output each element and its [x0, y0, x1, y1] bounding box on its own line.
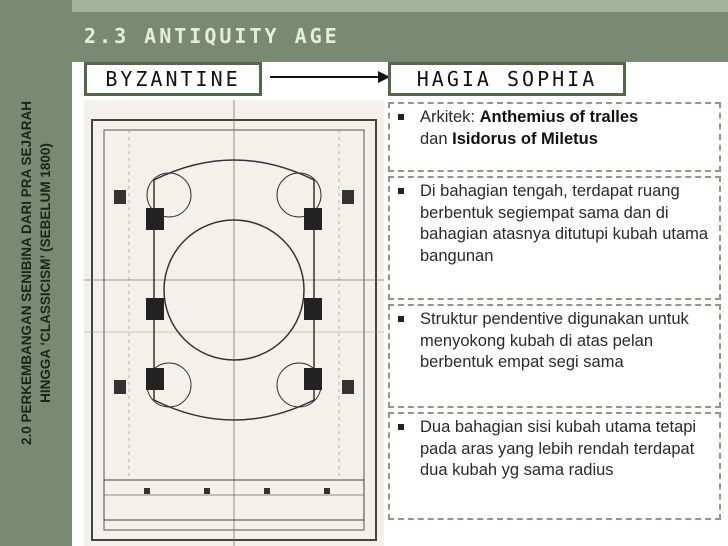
bullet-box-4: [388, 412, 721, 520]
bullet-square-icon: [398, 188, 404, 194]
vertical-title-line1: 2.0 PERKEMBANGAN SENIBINA DARI PRA SEJARAH: [19, 100, 34, 446]
bullet-text-2: Di bahagian tengah, terdapat ruang berbentuk segiempat sama dan di bahagian atasnya ditutupi kubah utama bangunan: [420, 182, 709, 265]
bullet-square-icon: [398, 424, 404, 430]
arrow-line: [270, 76, 380, 78]
floor-plan-image: [84, 100, 384, 546]
byzantine-label: BYZANTINE: [84, 62, 262, 96]
bullet-text-1: Arkitek: Anthemius of tralles dan Isidorus of Miletus: [420, 108, 639, 148]
section-title: 2.3 ANTIQUITY AGE: [84, 24, 340, 48]
bullet-square-icon: [398, 316, 404, 322]
bullet-text-4: Dua bahagian sisi kubah utama tetapi pada aras yang lebih rendah terdapat dua kubah yg sama radius: [420, 418, 697, 479]
vertical-title-line2: HINGGA ‘CLASSICISM’ (SEBELUM 1800): [38, 143, 53, 403]
bullet-box-3: [388, 304, 721, 408]
bullet-box-1: [388, 102, 721, 172]
vertical-title: [17, 0, 55, 546]
bullet-box-2: [388, 176, 721, 300]
sidebar: [0, 0, 72, 546]
bullet-text-3: Struktur pendentive digunakan untuk menyokong kubah di atas pelan berbentuk empat segi sama: [420, 310, 689, 371]
bullet-square-icon: [398, 114, 404, 120]
hagia-sophia-label: HAGIA SOPHIA: [388, 62, 626, 96]
